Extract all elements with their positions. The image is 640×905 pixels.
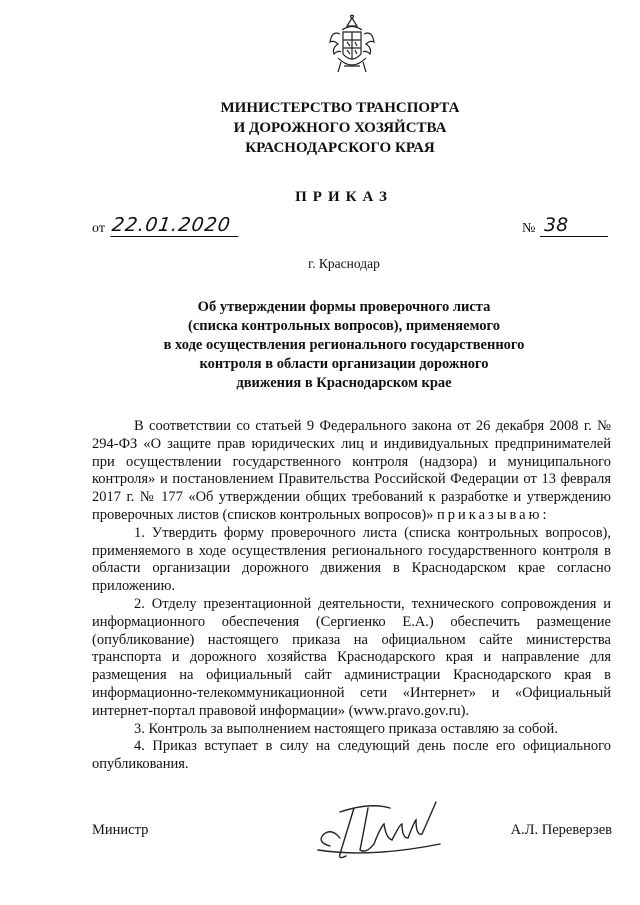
order-item: 4. Приказ вступает в силу на следующий день после его официального опубликования.: [92, 738, 611, 773]
title-line: в ходе осуществления регионального государственного: [163, 337, 525, 353]
handwritten-date: 22.01.2020: [110, 214, 241, 237]
order-word: приказываю:: [437, 506, 550, 523]
title-line: (списка контрольных вопросов), применяемого: [188, 318, 500, 334]
org-line: КРАСНОДАРСКОГО КРАЯ: [245, 140, 435, 156]
minister-name: А.Л. Переверзев: [510, 822, 612, 838]
organization-header: [0, 98, 640, 158]
minister-label: Министр: [92, 822, 149, 838]
city: г. Краснодар: [308, 256, 380, 271]
document-title: [0, 298, 640, 393]
date-number-row: [92, 214, 612, 244]
title-line: контроля в области организации дорожного: [199, 356, 489, 372]
signature-block: [92, 812, 612, 872]
org-line: МИНИСТЕРСТВО ТРАНСПОРТА: [220, 100, 460, 116]
preamble-text: В соответствии со статьей 9 Федерального закона от 26 декабря 2008 г. № 294-ФЗ «О защите прав юридических лиц и индивидуальных предпринимателей при осуществлении государственного контроля (надзора) и муниципального контроля» и постановлением Правительства Российской Федерации от 13 февраля 2017 г. № 177 «Об утверждении общих требований к разработке и утверждению проверочных листов (списков контрольных вопросов)»: [92, 418, 611, 523]
title-line: движения в Краснодарском крае: [236, 375, 452, 391]
handwritten-signature: [310, 794, 460, 864]
order-item: 2. Отделу презентационной деятельности, технического сопровождения и информационного обеспечения (Сергиенко Е.А.) обеспечить размещение (опубликование) настоящего приказа на официальном сайте министерства транспорта и дорожного хозяйства Краснодарского края и направление для размещения на официальный сайт администрации Краснодарского края в информационно-телекоммуникационной сети «Интернет» и «Официальный интернет-портал правовой информации» (www.pravo.gov.ru).: [92, 595, 611, 719]
document-type: ПРИКАЗ: [295, 189, 393, 205]
order-item: 3. Контроль за выполнением настоящего приказа оставляю за собой.: [134, 720, 558, 737]
date-prefix: от: [92, 221, 105, 236]
title-line: Об утверждении формы проверочного листа: [197, 299, 491, 315]
preamble-paragraph: [92, 418, 611, 525]
handwritten-number: 38: [540, 214, 608, 237]
order-item: 1. Утвердить форму проверочного листа (списка контрольных вопросов), применяемого в ходе осуществления регионального государственного контроля в области организации дорожного движения в Краснодарском крае согласно приложению.: [92, 524, 611, 595]
coat-of-arms-icon: [328, 14, 376, 76]
document-body: [92, 418, 611, 774]
org-line: И ДОРОЖНОГО ХОЗЯЙСТВА: [233, 120, 447, 136]
number-prefix: №: [522, 221, 536, 236]
